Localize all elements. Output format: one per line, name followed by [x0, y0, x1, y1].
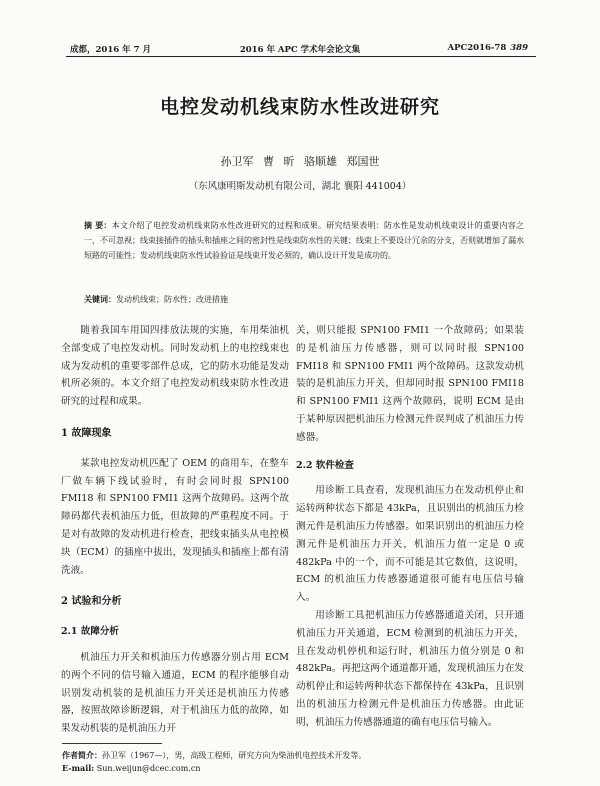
section-2-1-paragraph: 机油压力开关和机油压力传感器分别占用 ECM 的两个不同的信号输入通道，ECM 的程序能够自动识别发动机装的是机油压力开关还是机油压力传感器，按照故障诊断逻辑，对于机油压力低的故障，如果发动机装的是机油压力开: [61, 651, 289, 735]
email-label: E-mail:: [62, 763, 95, 773]
author-affiliation: （东风康明斯发动机有限公司，湖北 襄阳 441004）: [188, 181, 412, 192]
abstract: [84, 218, 524, 263]
section-2-2-paragraph-1: 用诊断工具查看，发现机油压力在发动机停止和运转两种状态下都是 43kPa，且识别出的机油压力检测元件是机油压力传感器。如果识别出的机油压力检测元件是机油压力开关，机油压力值一定是 0 或 482kPa 中的一个，而不可能是其它数值，这说明，ECM 的机油压力传感器通道很可能有电压信号输入。: [296, 485, 524, 604]
paper-code: APC2016-78: [447, 43, 507, 53]
running-header-paper-code: [447, 43, 528, 53]
email-address: Sun.weijun@dcec.com.cn: [96, 764, 201, 773]
running-header-location-date: 成都，2016 年 7 月: [70, 45, 151, 55]
abstract-text: 本文介绍了电控发动机线束防水性改进研究的过程和成果。研究结果表明：防水性是发动机线束设计的重要内容之一，不可忽视；线束接插件的插头和插座之间的密封性是线束防水性的关键；线束上不要设计冗余的分支，否则就增加了漏水短路的可能性；发动机线束防水性试验验证是线束开发必须的，确认设计开发是成功的。: [84, 221, 524, 260]
abstract-label: 摘 要：: [84, 220, 112, 230]
body-column-left: [61, 322, 289, 738]
author-bio: [62, 749, 542, 762]
keywords-text: 发动机线束；防水性；改进措施: [116, 295, 228, 304]
section-2-2-heading: 2.2 软件检查: [296, 459, 354, 471]
page-number: 389: [510, 43, 528, 53]
keywords-label: 关键词：: [84, 294, 116, 304]
paper-title: 电控发动机线束防水性改进研究: [159, 96, 440, 118]
body-column-right: [296, 322, 524, 732]
section-2-heading: 2 试验和分析: [61, 596, 122, 608]
header-rule: [66, 56, 536, 57]
author-bio-text: 孙卫军（1967—），男，高级工程师，研究方向为柴油机电控技术开发等。: [102, 751, 367, 760]
keywords: [84, 292, 524, 307]
author-bio-label: 作者简介：: [62, 750, 102, 760]
intro-paragraph: 随着我国车用国四排放法规的实施，车用柴油机全部变成了电控发动机。同时发动机上的电控线束也成为发动机的重要零部件总成，它的防水功能是发动机所必须的。本文介绍了电控发动机线束防水性改进研究的过程和成果。: [61, 325, 289, 408]
section-2-1-continued: 关，则只能报 SPN100 FMI1 一个故障码；如果装的是机油压力传感器，则可以同时报 SPN100 FMI18 和 SPN100 FMI1 两个故障码。这款发动机装的是机油压力开关，但却同时报 SPN100 FMI18 和 SPN100 FMI1 这两个故障码，说明 ECM 是由于某种原因把机油压力检测元件误判成了机油压力传感器。: [296, 325, 524, 443]
author-email: [62, 762, 542, 775]
section-2-1-heading: 2.1 故障分析: [61, 626, 119, 638]
paper-authors: 孙卫军 曹 昕 骆顺雄 郑国世: [220, 155, 380, 168]
author-footnote: [62, 749, 542, 775]
footnote-rule: [62, 743, 162, 744]
section-1-paragraph: 某款电控发动机匹配了 OEM 的商用车，在整车厂做车辆下线试验时，有时会同时报 SPN100 FMI18 和 SPN100 FMI1 这两个故障码。这两个故障码都代表机油压力低，但故障的严重程度不同。于是对有故障的发动机进行检查，把线束插头从电控模块（ECM）的插座中拔出，发现插头和插座上都有清洗液。: [61, 457, 289, 576]
section-2-2-paragraph-2: 用诊断工具把机油压力传感器通道关闭，只开通机油压力开关通道，ECM 检测到的机油压力开关，且在发动机停机和运行时，机油压力值分别是 0 和 482kPa。再把这两个通道都开通，发现机油压力在发动机停止和运转两种状态下都保持在 43kPa，且识别出的机油压力检测元件是机油压力传感器。由此证明，机油压力传感器通道的确有电压信号输入。: [296, 609, 524, 728]
section-1-heading: 1 故障现象: [61, 427, 112, 439]
running-header-proceedings: 2016 年 APC 学术年会论文集: [239, 45, 361, 55]
